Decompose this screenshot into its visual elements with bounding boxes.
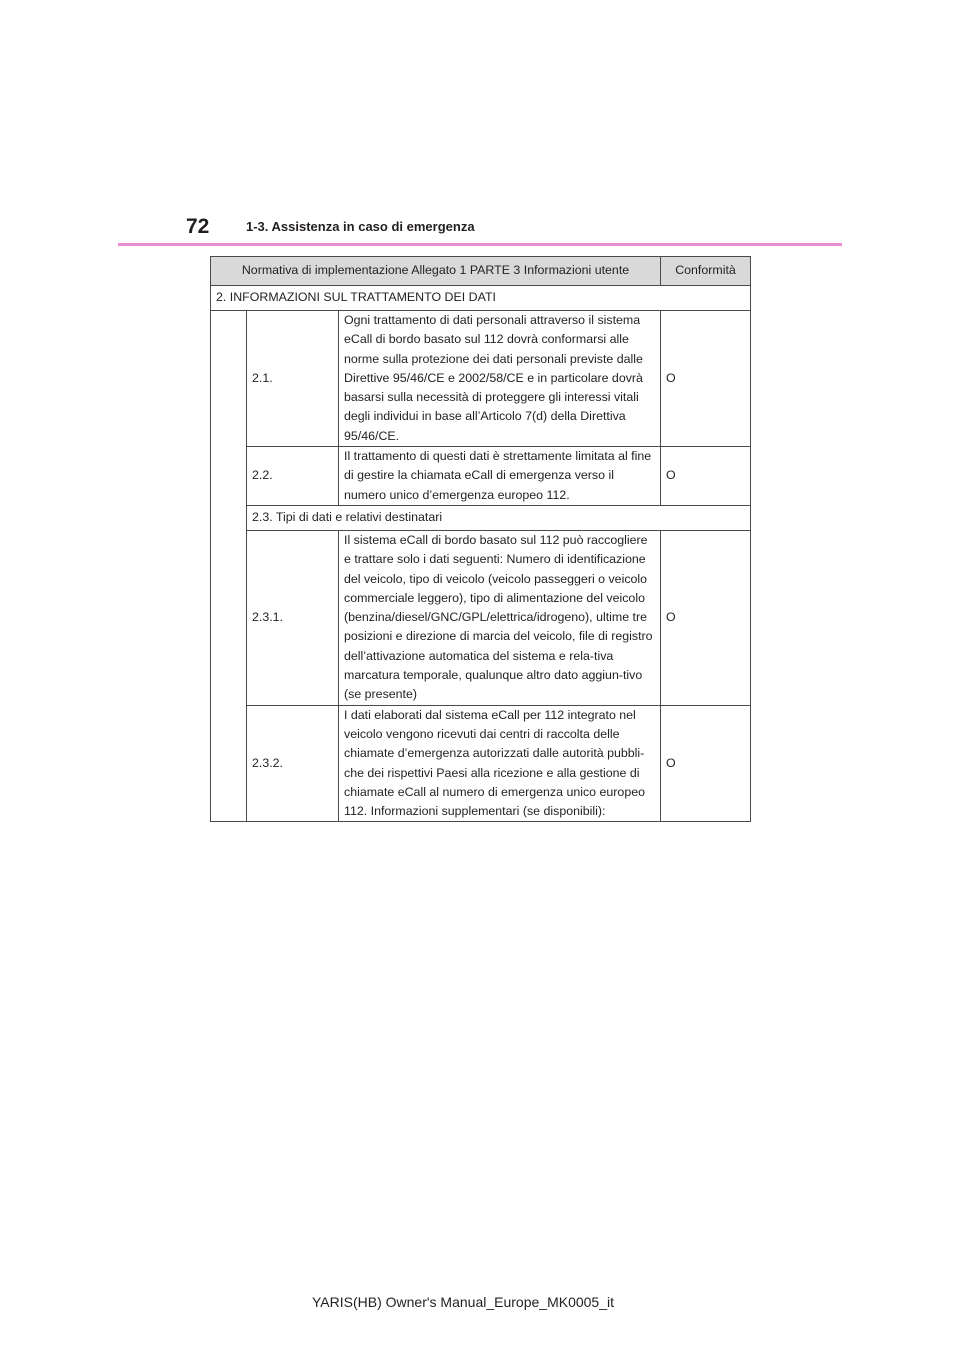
section-heading-2: 2. INFORMAZIONI SUL TRATTAMENTO DEI DATI bbox=[211, 286, 751, 311]
table-row-section-2-3 bbox=[211, 505, 751, 530]
clause-text: I dati elaborati dal sistema eCall per 112 integrato nel veicolo vengono ricevuti dai centri di raccolta delle chiamate d’emergenza autorizzati dalle autorità pubbli-che dei rispettivi Paesi alla ricezione e alla gestione di chiamate eCall al numero di emergenza unico europeo 112. Informazioni supplementari (se disponibili): bbox=[339, 705, 661, 822]
table-row bbox=[211, 530, 751, 705]
section-heading-2-3: 2.3. Tipi di dati e relativi destinatari bbox=[247, 505, 751, 530]
compliance-mark: O bbox=[661, 447, 751, 506]
footer-manual-id: YARIS(HB) Owner's Manual_Europe_MK0005_it bbox=[312, 1294, 614, 1310]
table-header-row bbox=[211, 257, 751, 286]
indent-cell bbox=[211, 311, 247, 822]
column-header-requirement: Normativa di implementazione Allegato 1 PARTE 3 Informazioni utente bbox=[211, 257, 661, 286]
header-divider bbox=[118, 243, 842, 246]
table-row bbox=[211, 447, 751, 506]
clause-number: 2.1. bbox=[247, 311, 339, 447]
clause-text: Il trattamento di questi dati è strettamente limitata al fine di gestire la chiamata eCall di emergenza verso il numero unico d’emergenza europeo 112. bbox=[339, 447, 661, 506]
compliance-mark: O bbox=[661, 311, 751, 447]
column-header-compliance: Conformità bbox=[661, 257, 751, 286]
table-row-section-2 bbox=[211, 286, 751, 311]
clause-number: 2.3.1. bbox=[247, 530, 339, 705]
clause-text: Il sistema eCall di bordo basato sul 112 può raccogliere e trattare solo i dati seguenti: Numero di identificazione del veicolo, tipo di veicolo (veicolo passeggeri o veicolo commerciale leggero), tipo di alimentazione del veicolo (benzina/diesel/GNC/GPL/elettrica/idrogeno), ultime tre posizioni e direzione di marcia del veicolo, file di registro dell’attivazione automatica del sistema e rela-tiva marcatura temporale, qualunque altro dato aggiun-tivo (se presente) bbox=[339, 530, 661, 705]
clause-number: 2.2. bbox=[247, 447, 339, 506]
regulation-table bbox=[210, 256, 751, 822]
clause-number: 2.3.2. bbox=[247, 705, 339, 822]
section-title: 1-3. Assistenza in caso di emergenza bbox=[246, 219, 475, 234]
table-row bbox=[211, 311, 751, 447]
page-number: 72 bbox=[186, 215, 210, 238]
clause-text: Ogni trattamento di dati personali attraverso il sistema eCall di bordo basato sul 112 dovrà conformarsi alle norme sulla protezione dei dati personali previste dalle Direttive 95/46/CE e 2002/58/CE e in particolare dovrà basarsi sulla necessità di proteggere gli interessi vitali degli individui in base all’Articolo 7(d) della Direttiva 95/46/CE. bbox=[339, 311, 661, 447]
compliance-mark: O bbox=[661, 530, 751, 705]
compliance-mark: O bbox=[661, 705, 751, 822]
table-row bbox=[211, 705, 751, 822]
